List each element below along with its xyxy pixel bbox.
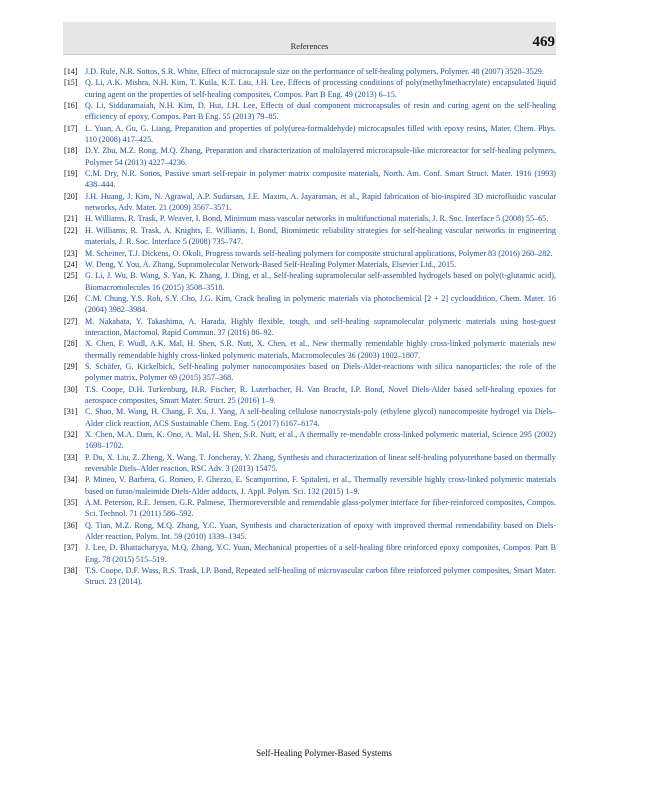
page-number: 469 [532, 34, 555, 50]
reference-link[interactable]: X. Chen, M.A. Dam, K. Ono, A. Mal, H. Shen, S.R. Nutt, et al., A thermally re-mendable cross-linked polymeric material, Science 295 (2002) 1698–1702. [85, 430, 556, 451]
reference-item [64, 293, 556, 316]
reference-link[interactable]: J.H. Huang, J. Kim, N. Agrawal, A.P. Sudarsan, J.E. Maxim, A. Jayaraman, et al., Rapid fabrication of bio-inspired 3D microfluidic vascular networks, Adv. Mater. 21 (2009) 3567–3571. [85, 191, 556, 213]
reference-number: [26] [64, 293, 78, 303]
reference-link[interactable]: X. Chen, F. Wudl, A.K. Mal, H. Shen, S.R. Nutt, X. Chen, et al., New thermally remendable highly cross-linked polymeric materials new thermally remendable highly cross-linked polymeric materials, Macromolecules 36 (2003) 1802–1807. [85, 339, 556, 360]
reference-item [64, 361, 556, 384]
reference-link[interactable]: M. Nakahata, Y. Takashima, A. Harada, Highly flexible, tough, and self-healing supramolecular polymeric materials using host-guest interaction, Macromol. Rapid Commun. 37 (2016) 86–92. [85, 316, 556, 337]
reference-link[interactable]: G. Li, J. Wu, B. Wang, S. Yan, K. Zhang, J. Ding, et al., Self-healing supramolecular self-assembled hydrogels based on poly(t-glutamic acid), Biomacromolecules 16 (2015) 3508–3518. [85, 271, 556, 292]
reference-number: [15] [64, 78, 78, 88]
reference-item [64, 497, 556, 520]
reference-number: [34] [64, 475, 78, 485]
reference-link[interactable]: W. Deng, Y. You, A. Zhang, Supramolecular Network-Based Self-Healing Polymer Materials, Elsevier Ltd., 2015. [85, 259, 457, 269]
reference-link[interactable]: P. Du, X. Liu, Z. Zheng, X. Wang, T. Joncheray, Y. Zhang, Synthesis and characterization of linear self-healing polyurethane based on thermally reversible Diels–Alder reaction, RSC Adv. 3 (2013) 15475. [85, 452, 556, 474]
reference-number: [18] [64, 146, 78, 156]
reference-item [64, 452, 556, 475]
reference-link[interactable]: C.M. Chung, Y.S. Roh, S.Y. Cho, J.G. Kim, Crack healing in polymeric materials via photochemical [2 + 2] cycloaddition, Chem. Mater. 16 (2004) 3982–3984. [85, 293, 556, 315]
reference-number: [19] [64, 169, 78, 179]
reference-item [64, 168, 556, 191]
reference-item [64, 520, 556, 543]
reference-item [64, 66, 556, 77]
reference-link[interactable]: M. Scheiner, T.J. Dickens, O. Okoli, Progress towards self-healing polymers for composite structural applications, Polymer 83 (2016) 260–282. [85, 248, 553, 258]
reference-number: [37] [64, 543, 78, 553]
reference-link[interactable]: C. Shao, M. Wang, H. Chang, F. Xu, J. Yang, A self-healing cellulose nanocrystals-poly (ethylene glycol) nanocomposite hydrogel via Diels–Alder click reaction, ACS Sustainable Chem. Eng. 5 (2017) 6167–6174. [85, 407, 556, 428]
reference-item [64, 270, 556, 293]
reference-number: [14] [64, 67, 78, 76]
reference-item [64, 542, 556, 565]
reference-number: [36] [64, 520, 78, 530]
reference-link[interactable]: Q. Li, A.K. Mishra, N.H. Kim, T. Kuila, K.T. Lau, J.H. Lee, Effects of processing conditions of poly(methylmethacrylate) encapsulated liquid curing agent on the properties of self-healing composites, Compos. Part B Eng. 49 (2013) 6–15. [85, 78, 556, 99]
reference-item [64, 384, 556, 407]
reference-number: [28] [64, 339, 78, 349]
reference-number: [27] [64, 316, 78, 326]
reference-number: [17] [64, 123, 78, 133]
reference-link[interactable]: D.Y. Zhu, M.Z. Rong, M.Q. Zhang, Preparation and characterization of multilayered microcapsule-like microreactor for self-healing polymers, Polymer 54 (2013) 4227–4236. [85, 146, 556, 167]
reference-number: [33] [64, 452, 78, 462]
reference-item [64, 474, 556, 497]
reference-link[interactable]: J.D. Rule, N.R. Sottos, S.R. White, Effect of microcapsule size on the performance of self-healing polymers, Polymer. 48 (2007) 3520–3529. [85, 67, 544, 76]
reference-link[interactable]: H. Williams, R. Trask, A. Knights, E. Williams, I. Bond, Biomimetic reliability strategies for self-healing vascular networks in engineering materials, J. R. Soc. Interface 5 (2008) 735–747. [85, 225, 556, 247]
reference-item [64, 213, 556, 224]
reference-number: [29] [64, 361, 78, 371]
reference-item [64, 406, 556, 429]
reference-link[interactable]: Q. Tian, M.Z. Rong, M.Q. Zhang, Y.C. Yuan, Synthesis and characterization of epoxy with improved thermal remendability based on Diels-Alder reaction, Polym. Int. 59 (2010) 1339–1345. [85, 520, 556, 542]
reference-item [64, 100, 556, 123]
reference-link[interactable]: L. Yuan, A. Gu, G. Liang, Preparation and properties of poly(urea-formaldehyde) microcapsules filled with epoxy resins, Mater. Chem. Phys. 110 (2008) 417–425. [85, 123, 556, 145]
reference-number: [23] [64, 248, 78, 258]
reference-number: [24] [64, 259, 78, 269]
reference-link[interactable]: H. Williams, R. Trask, P. Weaver, I. Bond, Minimum mass vascular networks in multifunctional materials, J. R. Soc. Interface 5 (2008) 55–65. [85, 214, 549, 224]
reference-number: [35] [64, 498, 78, 508]
reference-number: [22] [64, 225, 78, 235]
reference-link[interactable]: C.M. Dry, N.R. Sottos, Passive smart self-repair in polymer matrix composite materials, North. Am. Conf. Smart Struct. Mater. 1916 (1993) 438–444. [85, 169, 556, 190]
page-footer: Self-Healing Polymer-Based Systems [256, 748, 392, 758]
reference-item [64, 248, 556, 259]
reference-link[interactable]: J. Lee, D. Bhattacharyya, M.Q. Zhang, Y.C. Yuan, Mechanical properties of a self-healing fibre reinforced epoxy composites, Compos. Part B Eng. 78 (2015) 515–519. [85, 543, 556, 564]
reference-number: [31] [64, 407, 78, 417]
reference-link[interactable]: T.S. Coope, D.H. Turkenburg, H.R. Fischer, R. Luterbacher, H. Van Bracht, I.P. Bond, Novel Diels-Alder based self-healing epoxies for aerospace composites, Smart Mater. Struct. 25 (2016) 1–9. [85, 384, 556, 405]
header-title: References [290, 41, 329, 51]
reference-item [64, 316, 556, 339]
reference-link[interactable]: A.M. Peterson, R.E. Jensen, G.R. Palmese, Thermoreversible and remendable glass-polymer interface for fiber-reinforced composites, Compos. Sci. Technol. 71 (2011) 586–592. [85, 498, 556, 519]
reference-number: [16] [64, 101, 78, 111]
reference-item [64, 259, 556, 270]
reference-link[interactable]: T.S. Coope, D.F. Wass, R.S. Trask, I.P. Bond, Repeated self-healing of microvascular carbon fibre reinforced polymer composites, Smart Mater. Struct. 23 (2014). [85, 566, 556, 587]
reference-link[interactable]: S. Schäfer, G. Kickelbick, Self-healing polymer nanocomposites based on Diels-Alder-reactions with silica nanoparticles: the role of the polymer matrix, Polymer 69 (2015) 357–368. [85, 361, 556, 383]
running-header [63, 22, 556, 55]
reference-item [64, 565, 556, 588]
reference-number: [30] [64, 384, 78, 394]
reference-number: [20] [64, 191, 78, 201]
reference-item [64, 191, 556, 214]
reference-item [64, 429, 556, 452]
reference-item [64, 225, 556, 248]
reference-item [64, 145, 556, 168]
reference-item [64, 123, 556, 146]
reference-link[interactable]: P. Mineo, V. Barbera, G. Romeo, F. Ghezzo, E. Scamporrino, F. Spitaleri, et al., Thermally reversible highly cross-linked polymeric materials based on furan/maleimide Diels-Alder adducts, J. Appl. Polym. Sci. 132 (2015) 1–9. [85, 475, 556, 496]
reference-number: [32] [64, 430, 78, 439]
reference-item [64, 338, 556, 361]
reference-number: [25] [64, 271, 78, 281]
reference-number: [38] [64, 566, 78, 576]
reference-list [64, 66, 556, 588]
reference-item [64, 77, 556, 100]
reference-link[interactable]: Q. Li, Siddaramaiah, N.H. Kim, D. Hui, J.H. Lee, Effects of dual component microcapsules of resin and curing agent on the self-healing efficiency of epoxy, Compos. Part B Eng. 55 (2013) 79–85. [85, 101, 556, 122]
reference-number: [21] [64, 214, 78, 224]
